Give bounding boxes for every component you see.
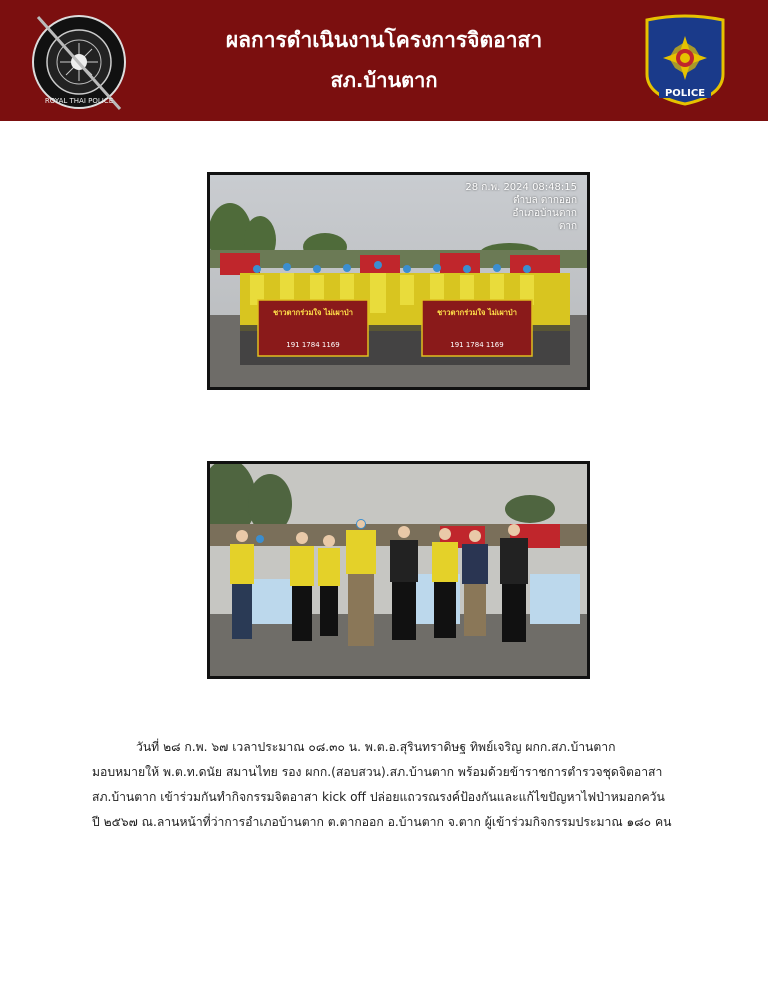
banner-headline: ชาวตากร่วมใจ ไม่เผาป่า [273, 308, 353, 317]
paragraph-line: มอบหมายให้ พ.ต.ท.ดนัย สมานไทย รอง ผกก.(สอบสวน).สภ.บ้านตาก พร้อมด้วยข้าราชการตำรวจชุดจิตอาสา [92, 765, 663, 779]
paragraph-line: วันที่ ๒๘ ก.พ. ๖๗ เวลาประมาณ ๐๘.๓๐ น. พ.ต.อ.สุรินทราดิษฐ ทิพย์เจริญ ผกก.สภ.บ้านตาก [136, 740, 616, 754]
event-photo-handover [207, 461, 590, 679]
photo-location-line: ตำบล ตากออก [513, 195, 577, 206]
tak-police-badge-logo [639, 14, 731, 106]
photo-location-line: ตาก [558, 221, 577, 232]
photo-timestamp: 28 ก.พ. 2024 08:48:15 [465, 182, 577, 193]
banner-phone: 191 1784 1169 [450, 341, 504, 349]
report-paragraph [92, 735, 682, 835]
banner-headline: ชาวตากร่วมใจ ไม่เผาป่า [437, 308, 517, 317]
page-header [0, 0, 768, 121]
svg-text:ROYAL THAI POLICE: ROYAL THAI POLICE [44, 97, 114, 105]
paragraph-line: ปี ๒๕๖๗ ณ.ลานหน้าที่ว่าการอำเภอบ้านตาก ต.ตากออก อ.บ้านตาก จ.ตาก ผู้เข้าร่วมกิจกรรมประมาณ ๑๘๐ คน [92, 815, 672, 829]
page-subtitle: สภ.บ้านตาก [330, 68, 438, 92]
event-photo-group [207, 172, 590, 390]
photo-location-line: อำเภอบ้านตาก [512, 208, 577, 219]
banner-phone: 191 1784 1169 [286, 341, 340, 349]
photo-timestamp-overlay [465, 181, 577, 233]
paragraph-line: สภ.บ้านตาก เข้าร่วมกันทำกิจกรรมจิตอาสา kick off ปล่อยแถวรณรงค์ป้องกันและแก้ไขปัญหาไฟป่าหมอกควัน [92, 790, 665, 804]
page-title: ผลการดำเนินงานโครงการจิตอาสา [225, 28, 543, 52]
svg-text:POLICE: POLICE [664, 88, 706, 99]
